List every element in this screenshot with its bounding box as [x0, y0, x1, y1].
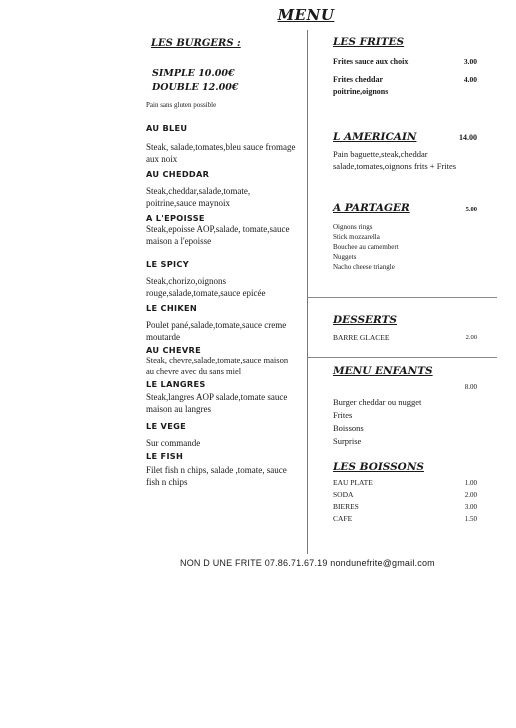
item-price: 1.00: [464, 479, 477, 487]
burger-name: LE FISH: [146, 451, 184, 461]
burger-item: [146, 421, 302, 449]
section-divider: [307, 297, 497, 298]
column-divider: [307, 30, 308, 554]
burger-desc: Steak,chorizo,oignons rouge,salade,tomate,sauce epicée: [146, 276, 266, 298]
list-item: Stick mozzarella: [333, 233, 380, 241]
burger-name: A L'EPOISSE: [146, 213, 205, 223]
burger-item: [146, 213, 302, 247]
list-item: Nacho cheese triangle: [333, 263, 395, 271]
americain-header: [333, 131, 477, 144]
item-label: CAFE: [333, 514, 353, 523]
burger-name: LE CHIKEN: [146, 303, 198, 313]
boissons-section: [333, 461, 477, 525]
burger-desc: Steak, chevre,salade,tomate,sauce maison au chevre avec du sans miel: [146, 355, 289, 376]
partager-section: [333, 202, 477, 272]
footer-contact: NON D UNE FRITE 07.86.71.67.19 nondunefrite@gmail.com: [180, 558, 435, 568]
burger-desc: Steak,langres AOP salade,tomate sauce maison au langres: [146, 392, 288, 414]
double-price: DOUBLE 12.00€: [152, 82, 239, 93]
enfants-section: [333, 365, 477, 448]
burger-desc: Steak,cheddar,salade,tomate, poitrine,sauce maynoix: [146, 186, 251, 208]
burgers-title: LES BURGERS :: [151, 38, 241, 49]
burger-desc: Filet fish n chips, salade ,tomate, sauce fish n chips: [146, 465, 287, 487]
burger-name: LE LANGRES: [146, 379, 206, 389]
burger-item: [146, 169, 302, 209]
list-item: [333, 74, 477, 98]
list-item: Boissons: [333, 423, 364, 433]
desserts-section: [333, 314, 477, 344]
burger-name: AU CHEVRE: [146, 345, 201, 355]
burger-desc: Steak, salade,tomates,bleu sauce fromage aux noix: [146, 142, 296, 164]
item-label: EAU PLATE: [333, 478, 373, 487]
burger-name: AU CHEDDAR: [146, 169, 210, 179]
item-label: Frites sauce aux choix: [333, 57, 409, 66]
list-item: Frites: [333, 410, 353, 420]
list-item: [333, 56, 477, 68]
enfants-title: MENU ENFANTS: [333, 365, 433, 377]
page-title: MENU: [277, 6, 335, 24]
burger-item: [146, 123, 302, 165]
burger-name: LE SPICY: [146, 259, 189, 269]
item-price: 2.00: [464, 491, 477, 499]
list-item: [333, 332, 477, 344]
item-price: 4.00: [463, 75, 477, 84]
burger-item: [146, 259, 302, 299]
item-label: Frites cheddar poitrine,oignons: [333, 75, 389, 96]
item-price: 1.50: [464, 515, 477, 523]
desserts-title: DESSERTS: [333, 314, 397, 326]
burgers-section: [146, 38, 302, 488]
item-label: SODA: [333, 490, 354, 499]
item-price: 3.00: [463, 57, 477, 66]
enfants-price: 8.00: [464, 383, 477, 391]
burger-item: [146, 345, 302, 377]
burger-name: AU BLEU: [146, 123, 188, 133]
partager-header: [333, 202, 477, 216]
list-item: Surprise: [333, 436, 362, 446]
americain-section: [333, 131, 477, 172]
list-item: Nuggets: [333, 253, 357, 261]
burger-item: [146, 451, 302, 488]
americain-desc: Pain baguette,steak,cheddar salade,tomates,oignons frits + Frites: [333, 149, 457, 171]
partager-title: A PARTAGER: [333, 202, 410, 214]
list-item: [333, 501, 477, 513]
americain-price: 14.00: [459, 133, 477, 142]
burger-desc: Steak,epoisse AOP,salade, tomate,sauce maison a l'epoisse: [146, 224, 290, 246]
burger-name: LE VEGE: [146, 421, 187, 431]
burger-desc: Poulet pané,salade,tomate,sauce creme moutarde: [146, 320, 287, 342]
list-item: [333, 489, 477, 501]
item-label: BARRE GLACEE: [333, 333, 390, 342]
simple-price: SIMPLE 10.00€: [152, 68, 235, 79]
gluten-note: Pain sans gluten possible: [146, 101, 217, 109]
item-label: BIERES: [333, 502, 359, 511]
frites-section: [333, 36, 477, 98]
item-price: 3.00: [464, 503, 477, 511]
list-item: Burger cheddar ou nugget: [333, 397, 422, 407]
list-item: [333, 477, 477, 489]
burger-desc: Sur commande: [146, 438, 201, 448]
partager-price: 5.00: [465, 206, 477, 213]
frites-title: LES FRITES: [333, 36, 405, 48]
list-item: Bouchee au camembert: [333, 243, 399, 251]
boissons-title: LES BOISSONS: [333, 461, 425, 473]
list-item: [333, 513, 477, 525]
americain-title: L AMERICAIN: [333, 131, 417, 143]
list-item: Oignons rings: [333, 223, 373, 231]
item-price: 2.00: [465, 334, 477, 341]
burger-item: [146, 379, 302, 415]
section-divider: [307, 357, 497, 358]
burger-item: [146, 303, 302, 343]
